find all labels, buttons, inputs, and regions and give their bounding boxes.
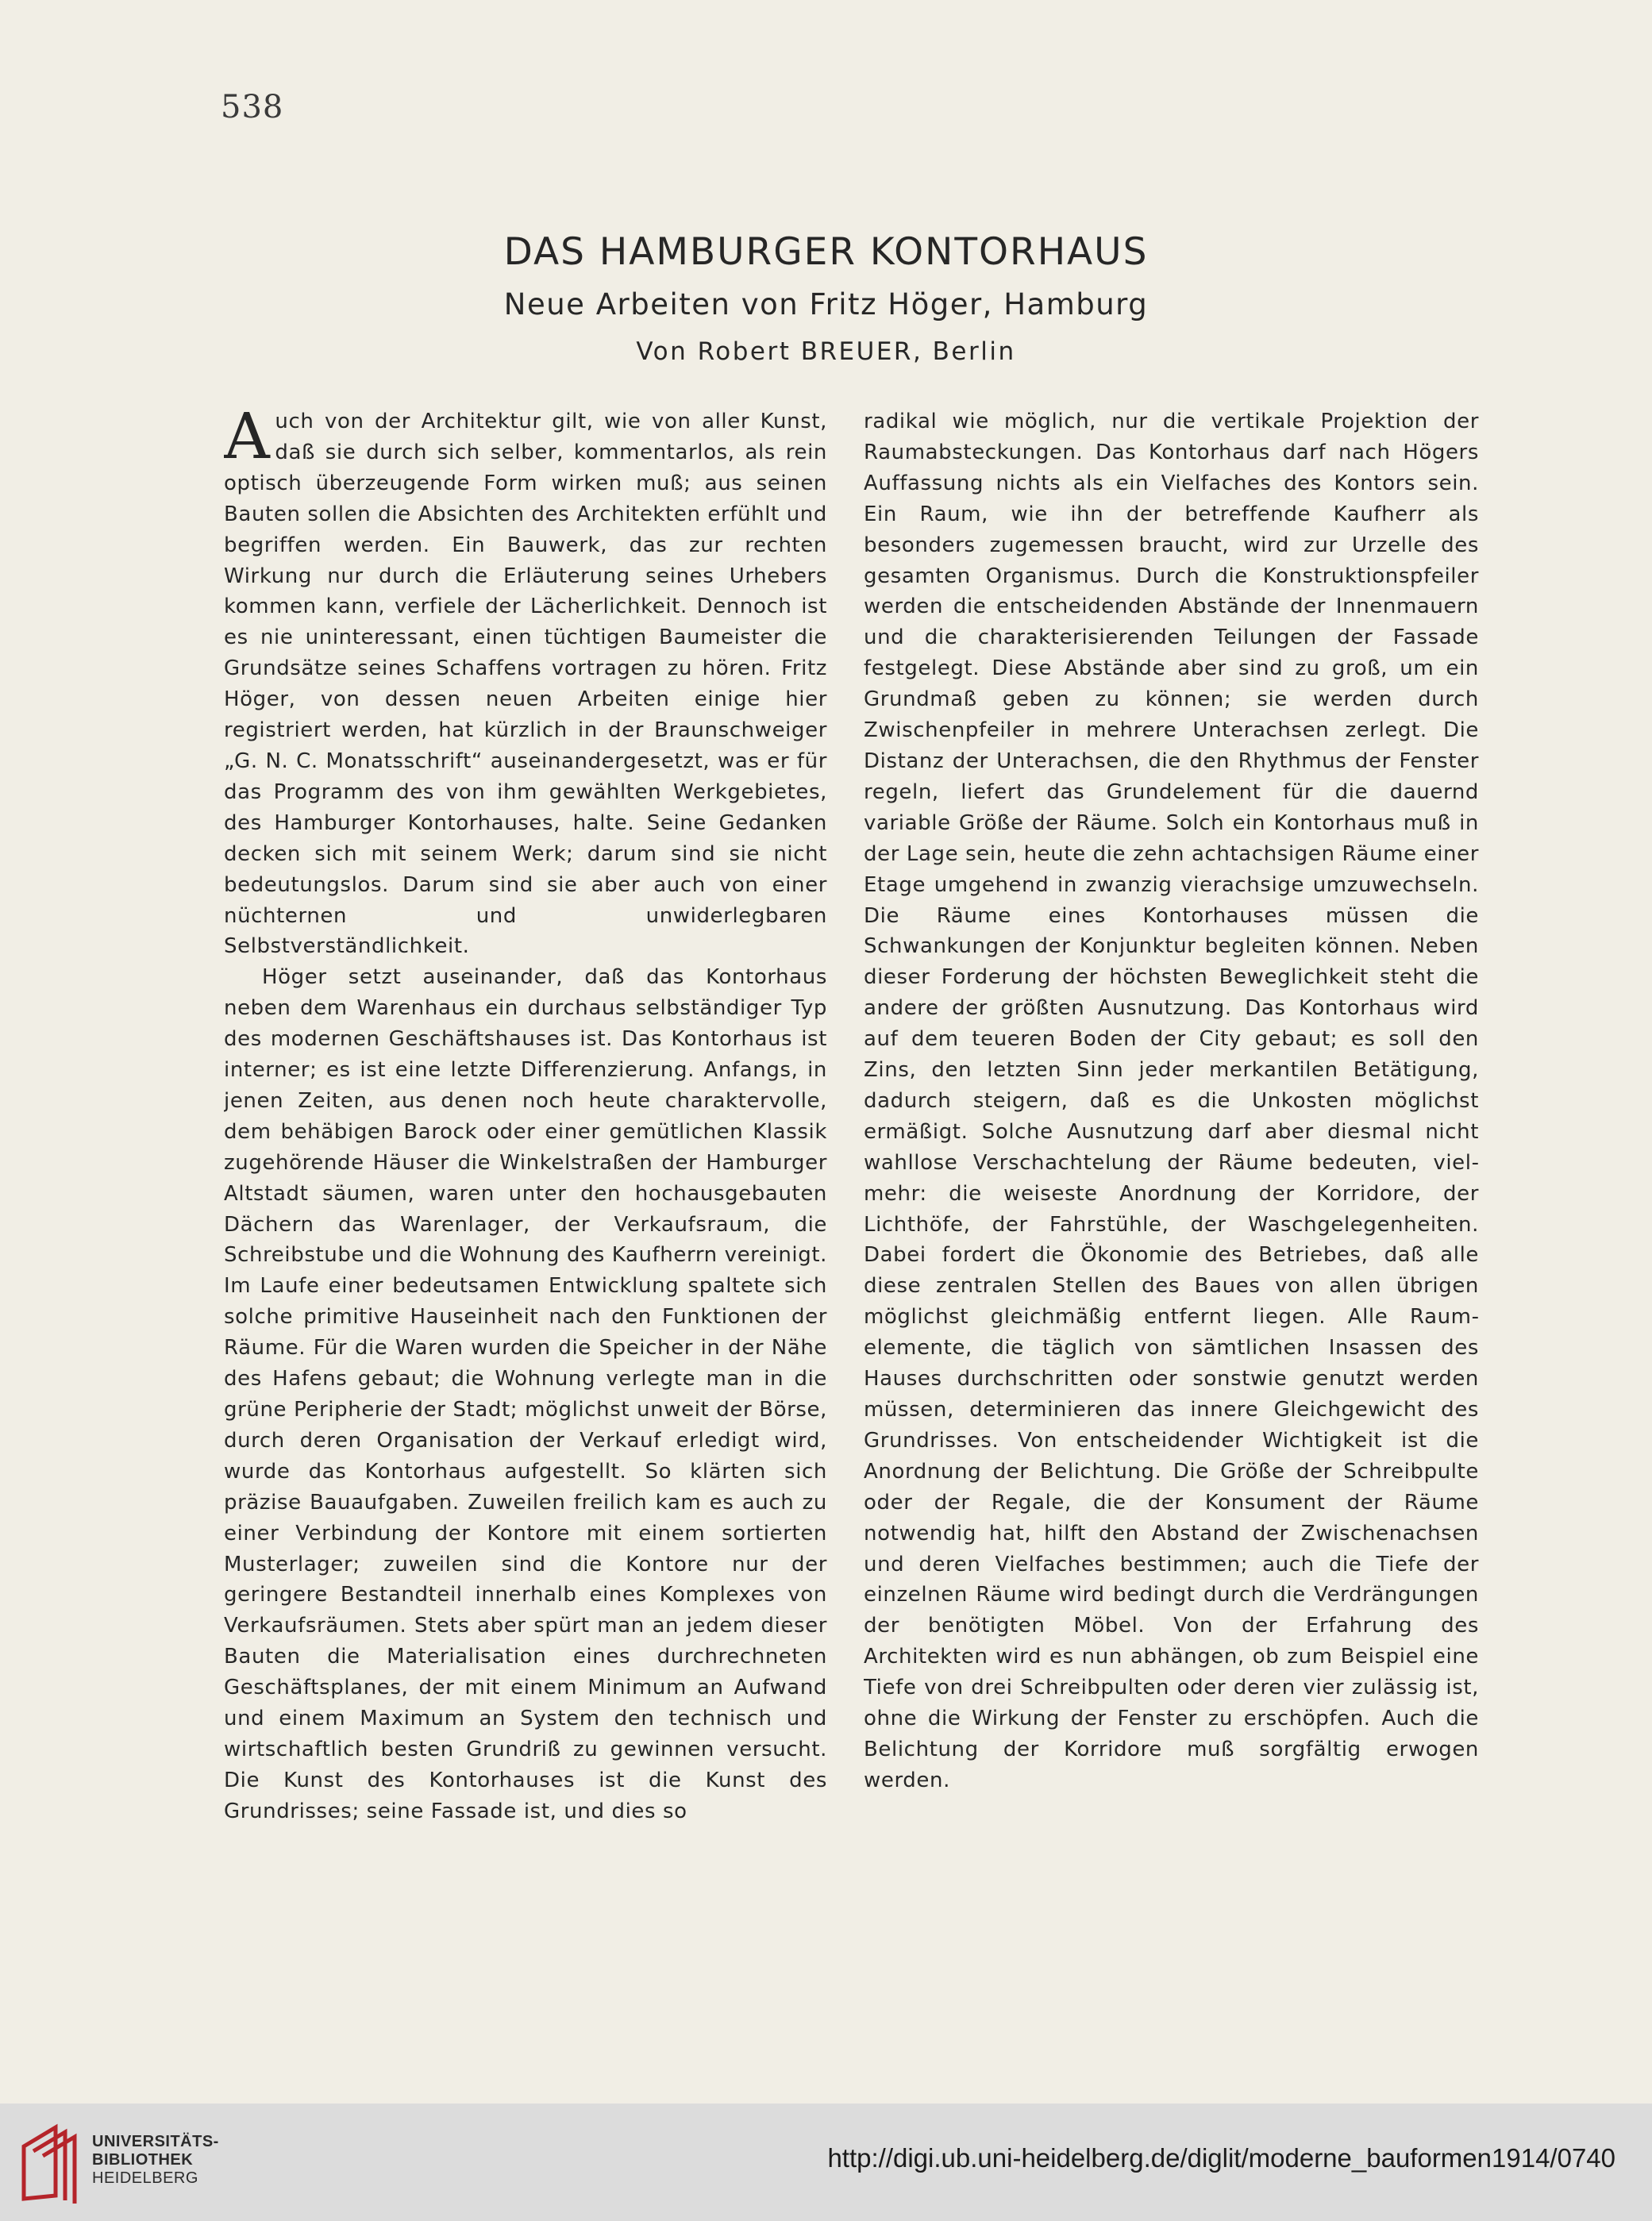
article-title: DAS HAMBURGER KONTORHAUS	[503, 230, 1149, 274]
source-url[interactable]: http://digi.ub.uni-heidelberg.de/diglit/moderne_bauformen1914/0740	[827, 2143, 1615, 2173]
library-footer	[0, 2104, 1652, 2221]
paragraph-text: uch von der Architektur gilt, wie von aller Kunst, daß sie durch sich selber, kommentarlos, als rein optisch überzeugende Form wirken muß; aus seinen Bauten sollen die Absichten des Architekten erfühlt und begriffen werden. Ein Bauwerk, das zur rechten Wirkung nur durch die Erläuterung seines Urhebers kommen kann, verfiele der Lächerlichkeit. Dennoch ist es nie uninteressant, einen tüchtigen Baumeister die Grundsätze seines Schaffens vortragen zu hören. Fritz Höger, von dessen neuen Arbeiten einige hier registriert werden, hat kürzlich in der Braunschweiger „G. N. C. Monatsschrift“ auseinandergesetzt, was er für das Programm des von ihm gewählten Werkgebietes, des Hamburger Kontorhauses, halte. Seine Gedanken decken sich mit seinem Werk; darum sind sie nicht bedeutungslos. Darum sind sie aber auch von einer nüchternen und unwiderlegbaren Selbstverständlichkeit.	[224, 410, 827, 959]
text-column-left	[224, 406, 827, 1907]
library-name-line: BIBLIOTHEK	[92, 2151, 194, 2169]
library-name-line: HEIDELBERG	[92, 2169, 198, 2187]
drop-cap: A	[224, 406, 271, 473]
paragraph: radikal wie möglich, nur die vertikale Projektion der Raumabsteckungen. Das Kontorhaus darf nach Högers Auffassung nichts als ein Vielfaches des Kontors sein. Ein Raum, wie ihn der betreffende Kaufherr als besonders zugemessen braucht, wird zur Urzelle des gesamten Organismus. Durch die Konstruktionspfeiler werden die entscheidenden Abstände der Innenmauern und die charakterisierenden Teilungen der Fassade festgelegt. Diese Abstände aber sind zu groß, um ein Grundmaß geben zu können; sie werden durch Zwischenpfeiler in mehrere Unterachsen zerlegt. Die Distanz der Unterachsen, die den Rhythmus der Fenster regeln, liefert das Grundelement für die dauernd variable Größe der Räume. Solch ein Kontorhaus muß in der Lage sein, heute die zehn achtachsigen Räume einer Etage umgehend in zwanzig vierachsige umzuwechseln. Die Räume eines Kontorhauses müssen die Schwankungen der Konjunktur begleiten können. Neben dieser Forderung der höchsten Beweglichkeit steht die andere der größten Ausnutzung. Das Kontorhaus wird auf dem teueren Boden der City gebaut; es soll den Zins, den letzten Sinn jeder merkantilen Betätigung, dadurch steigern, daß es die Unkosten möglichst ermäßigt. Solche Ausnutzung darf aber diesmal nicht wahllose Verschachtelung der Räume bedeuten, vielmehr: die weiseste Anordnung der Korridore, der Lichthöfe, der Fahrstühle, der Waschgelegenheiten. Dabei fordert die Ökonomie des Betriebes, daß alle diese zentralen Stellen des Baues von allen übrigen möglichst gleichmäßig entfernt liegen. Alle Raumelemente, die täglich von sämtlichen Insassen des Hauses durchschritten oder sonstwie genutzt werden müssen, determinieren das innere Gleichgewicht des Grundrisses. Von entscheidender Wichtigkeit ist die Anordnung der Belichtung. Die Größe der Schreibpulte oder der Regale, die der Konsument der Räume notwendig hat, hilft den Abstand der Zwischenachsen und deren Vielfaches bestimmen; auch die Tiefe der einzelnen Räume wird bedingt durch die Verdrängungen der benötigten Möbel. Von der Erfahrung des Architekten wird es nun abhängen, ob zum Beispiel eine Tiefe von drei Schreibpulten oder deren vier zulässig ist, ohne die Wirkung der Fenster zu erschöpfen. Auch die Belichtung der Korridore muß sorgfältig erwogen werden.	[864, 410, 1479, 1792]
text-column-right	[864, 406, 1479, 1907]
paragraph	[224, 406, 827, 962]
library-name-line: UNIVERSITÄTS-	[92, 2133, 219, 2150]
paragraph: Höger setzt auseinander, daß das Kontorhaus neben dem Warenhaus ein durchaus selbständiger Typ des modernen Geschäftshauses ist. Das Kontorhaus ist interner; es ist eine letzte Differenzierung. Anfangs, in jenen Zeiten, aus denen noch heute charaktervolle, dem behäbigen Barock oder einer gemütlichen Klassik zugehörende Häuser die Winkelstraßen der Hamburger Altstadt säumen, waren unter den hochausgebauten Dächern das Warenlager, der Verkaufsraum, die Schreibstube und die Wohnung des Kaufherrn vereinigt. Im Laufe einer bedeutsamen Entwicklung spaltete sich solche primitive Hauseinheit nach den Funktionen der Räume. Für die Waren wurden die Speicher in der Nähe des Hafens gebaut; die Wohnung verlegte man in die grüne Peripherie der Stadt; möglichst unweit der Börse, durch deren Organisation der Verkauf erledigt wird, wurde das Kontorhaus aufgestellt. So klärten sich präzise Bauaufgaben. Zuweilen freilich kam es auch zu einer Verbindung der Kontore mit einem sortierten Musterlager; zuweilen sind die Kontore nur der geringere Bestandteil innerhalb eines Komplexes von Verkaufsräumen. Stets aber spürt man an jedem dieser Bauten die Materialisation eines durchrechneten Geschäftsplanes, der mit einem Minimum an Aufwand und einem Maximum an System den technisch und wirtschaftlich besten Grundriß zu gewinnen versucht. Die Kunst des Kontorhauses ist die Kunst des Grundrisses; seine Fassade ist, und dies so	[224, 965, 827, 1823]
article-author: Von Robert BREUER, Berlin	[636, 337, 1016, 366]
library-name	[92, 2133, 219, 2188]
article-subtitle: Neue Arbeiten von Fritz Höger, Hamburg	[503, 287, 1149, 321]
page-number: 538	[221, 89, 284, 125]
library-logo-icon	[17, 2119, 81, 2205]
